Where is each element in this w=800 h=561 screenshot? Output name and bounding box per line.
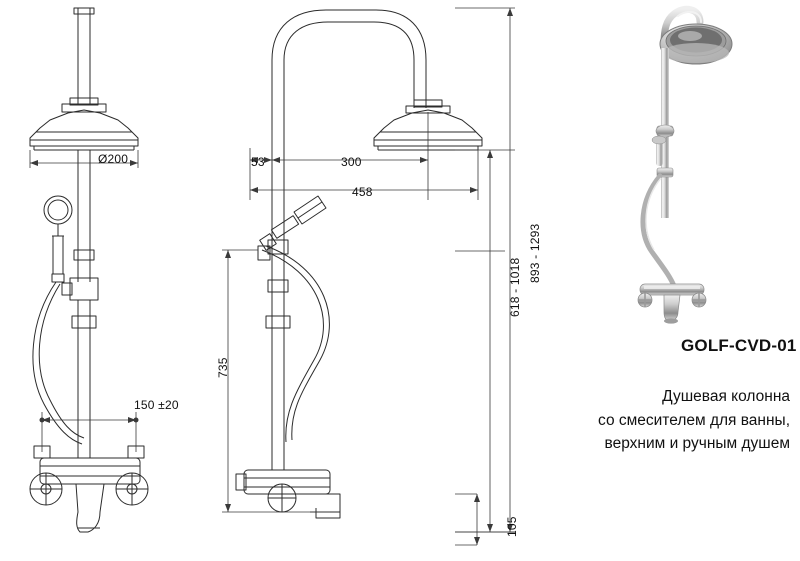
- front-elevation-drawing: [0, 0, 230, 561]
- dim-head-diameter: Ø200: [98, 152, 129, 166]
- photo-riser: [656, 48, 674, 218]
- dim-mid-height-range: 618 - 1018: [508, 257, 522, 317]
- description-line-2: со смесителем для ванны,: [598, 411, 790, 429]
- photo-shower-head: [660, 9, 732, 64]
- description-line-3: верхним и ручным душем: [604, 435, 790, 453]
- product-photo: [600, 0, 800, 330]
- dim-arm-300: 300: [341, 155, 362, 169]
- dim-offset-53: 53: [251, 155, 265, 169]
- photo-mixer: [638, 284, 706, 324]
- product-description: [508, 385, 790, 456]
- product-code: GOLF-CVD-01: [681, 336, 797, 355]
- dim-total-height-range: 893 - 1293: [528, 223, 542, 283]
- description-line-1: Душевая колонна: [662, 388, 790, 405]
- dim-spout-height-105: 105: [505, 516, 519, 537]
- dim-reach-458: 458: [352, 185, 373, 199]
- photo-hand-shower: [643, 136, 674, 286]
- dim-height-735: 735: [216, 357, 230, 378]
- dim-inlet-spacing: 150 ±20: [134, 398, 179, 412]
